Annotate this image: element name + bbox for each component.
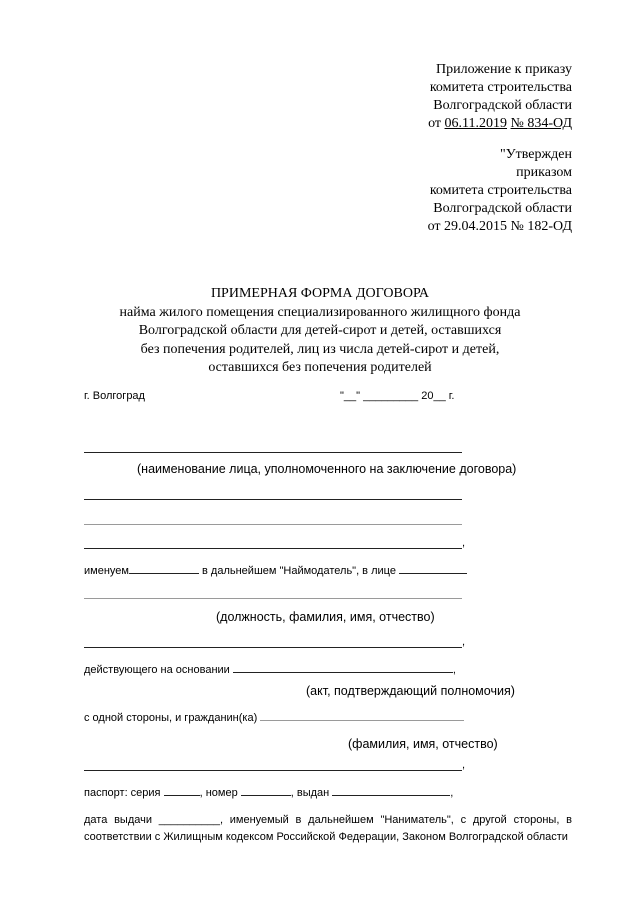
approval-from: от bbox=[428, 116, 442, 131]
passport-row bbox=[84, 785, 453, 799]
comma: , bbox=[462, 537, 466, 549]
caption-position: (должность, фамилия, имя, отчество) bbox=[216, 610, 435, 624]
blank-field bbox=[241, 785, 291, 796]
named-prefix: именуем bbox=[84, 565, 129, 577]
blank-line bbox=[84, 647, 462, 648]
comma: , bbox=[450, 787, 454, 799]
blank-line bbox=[84, 499, 462, 500]
blank-field bbox=[129, 563, 199, 574]
passport-issued: , выдан bbox=[290, 787, 333, 799]
comma: , bbox=[452, 664, 456, 676]
title-line-4: без попечения родителей, лиц из числа детей-сирот и детей, bbox=[140, 341, 500, 357]
approved-line-5: от 29.04.2015 № 182-ОД bbox=[427, 219, 572, 234]
approved-line-1: "Утвержден bbox=[500, 147, 572, 162]
document-title bbox=[80, 285, 560, 378]
blank-field bbox=[164, 785, 200, 796]
issue-date-paragraph: дата выдачи __________, именуемый в дальнейшем "Наниматель", с другой стороны, в соответствии с Жилищным кодексом Российской Федерации, Законом Волгоградской области bbox=[84, 814, 572, 843]
approved-line-2: приказом bbox=[516, 165, 572, 180]
blank-field bbox=[332, 785, 450, 796]
blank-line bbox=[84, 770, 462, 771]
approval-line-3: Волгоградской области bbox=[433, 98, 572, 113]
caption-fio: (фамилия, имя, отчество) bbox=[348, 737, 498, 751]
blank-line bbox=[84, 548, 462, 549]
acting-basis-row bbox=[84, 662, 456, 676]
one-side-row bbox=[84, 710, 464, 724]
blank-line bbox=[84, 598, 462, 599]
contract-date: "__" _________ 20__ г. bbox=[340, 390, 455, 402]
approval-line-4 bbox=[428, 115, 572, 133]
title-line-3: Волгоградской области для детей-сирот и детей, оставшихся bbox=[138, 323, 502, 338]
blank-field bbox=[260, 710, 464, 721]
approval-block bbox=[428, 61, 572, 133]
acting-basis: действующего на основании bbox=[84, 664, 233, 676]
comma: , bbox=[462, 636, 466, 648]
landlord-org-line bbox=[84, 452, 462, 453]
named-middle: в дальнейшем "Наймодатель", в лице bbox=[198, 565, 399, 577]
named-landlord-row bbox=[84, 563, 467, 577]
one-side: с одной стороны, и гражданин(ка) bbox=[84, 712, 261, 724]
approved-block bbox=[428, 146, 572, 236]
approved-line-4: Волгоградской области bbox=[433, 201, 572, 216]
approved-line-3: комитета строительства bbox=[429, 183, 572, 198]
passport-number: , номер bbox=[199, 787, 241, 799]
passport-series: паспорт: серия bbox=[84, 787, 164, 799]
comma: , bbox=[462, 759, 466, 771]
approval-line-2: комитета строительства bbox=[429, 80, 572, 95]
approval-line-1: Приложение к приказу bbox=[436, 62, 572, 77]
approval-date: 06.11.2019 bbox=[444, 116, 508, 131]
caption-landlord-org: (наименование лица, уполномоченного на заключение договора) bbox=[137, 462, 517, 476]
approval-number: № 834-ОД bbox=[510, 116, 572, 131]
blank-field bbox=[233, 662, 453, 673]
blank-field bbox=[399, 563, 467, 574]
title-line-5: оставшихся без попечения родителей bbox=[208, 360, 432, 375]
caption-authority: (акт, подтверждающий полномочия) bbox=[306, 684, 515, 698]
city-label: г. Волгоград bbox=[84, 390, 145, 402]
blank-line bbox=[84, 524, 462, 525]
title-line-2: найма жилого помещения специализированного жилищного фонда bbox=[119, 304, 521, 320]
title-line-1: ПРИМЕРНАЯ ФОРМА ДОГОВОРА bbox=[210, 286, 430, 301]
